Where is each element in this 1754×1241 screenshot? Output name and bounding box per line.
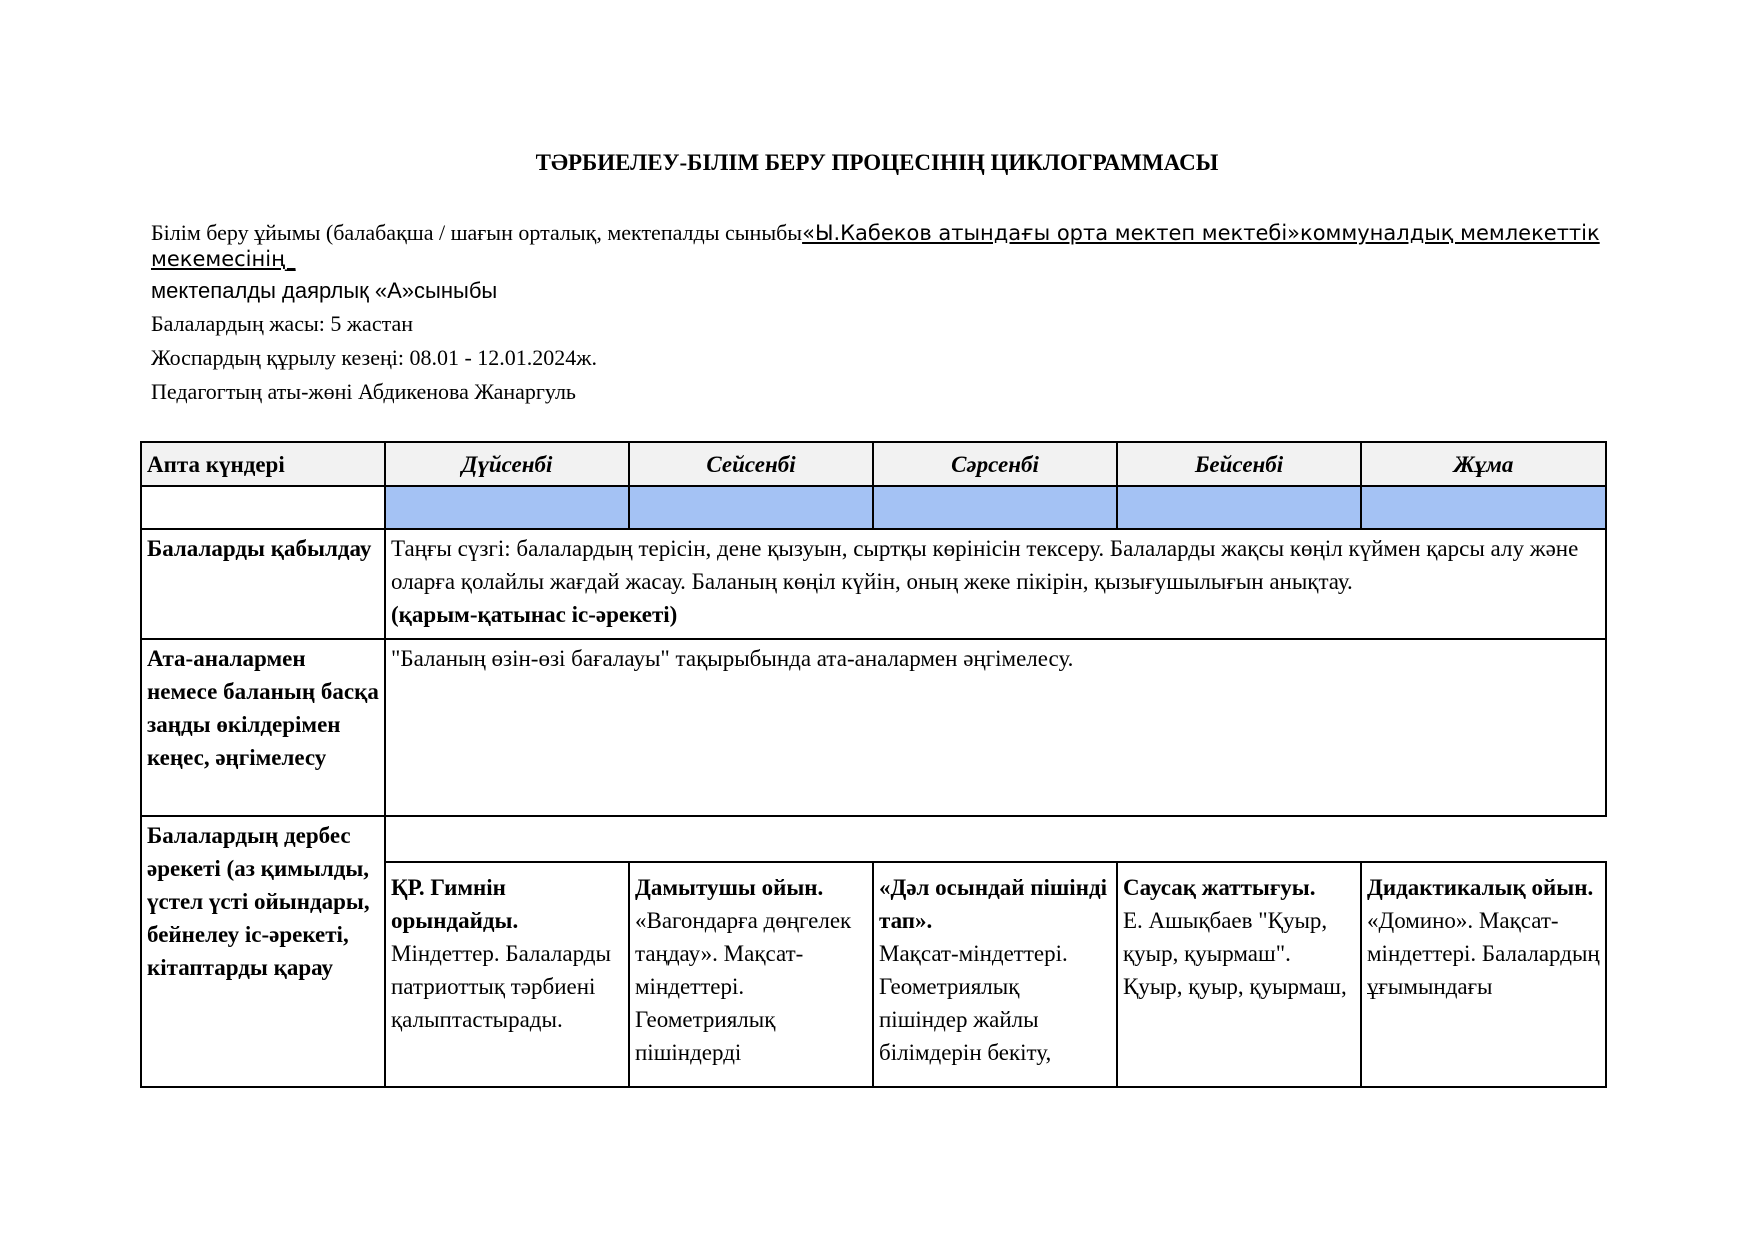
reception-content: [385, 529, 1606, 639]
activity-cell-wednesday: [873, 862, 1117, 1087]
activity-cell-thursday: [1117, 862, 1361, 1087]
activity-cell-friday: [1361, 862, 1606, 1087]
activity-text: Е. Ашықбаев "Қуыр, қуыр, қуырмаш". Қуыр, қуыр, қуырмаш,: [1123, 908, 1347, 999]
parents-content: "Баланың өзін-өзі бағалауы" тақырыбында ата-аналармен әңгімелесу.: [385, 639, 1606, 816]
blue-cell: [629, 486, 873, 529]
activity-cell-tuesday: [629, 862, 873, 1087]
header-row: [141, 442, 1606, 486]
activity-text: «Домино». Мақсат-міндеттері. Балалардың ұғымындағы: [1367, 908, 1600, 999]
activity-row: [141, 816, 1606, 862]
activity-title: Саусақ жаттығуы.: [1123, 875, 1316, 900]
blank-cell: [141, 486, 385, 529]
activity-cell-monday: [385, 862, 629, 1087]
reception-text: Таңғы сүзгі: балалардың терісін, дене қызуын, сыртқы көрінісін тексеру. Балаларды жақсы көңіл күймен қарсы алу және оларға қолайлы жағдай жасау. Баланың көңіл күйін, оның жеке пікірін, қызығушылығын анықтау.: [391, 536, 1579, 594]
cyclogram-table: [140, 441, 1607, 1088]
activity-label: Балалардың дербес әрекеті (аз қимылды, үстел үсті ойындары, бейнелеу іс-әрекеті, кітаптарды қарау: [141, 816, 385, 1087]
activity-title: «Дәл осындай пішінді тап».: [879, 875, 1107, 933]
org-line: [151, 220, 1601, 272]
day-wednesday: Сәрсенбі: [873, 442, 1117, 486]
children-age: Балалардың жасы: 5 жастан: [151, 311, 414, 336]
blue-cell: [873, 486, 1117, 529]
org-prefix: Білім беру ұйымы (балабақша / шағын орталық, мектепалды сыныбы: [151, 220, 803, 245]
day-monday: Дүйсенбі: [385, 442, 629, 486]
activity-title: Дамытушы ойын.: [635, 875, 824, 900]
header-label: Апта күндері: [141, 442, 385, 486]
blank-row: [141, 486, 1606, 529]
activity-text: Мақсат-міндеттері. Геометриялық пішіндер жайлы білімдерін бекіту,: [879, 941, 1068, 1065]
page-title: ТӘРБИЕЛЕУ-БІЛІМ БЕРУ ПРОЦЕСІНІҢ ЦИКЛОГРАММАСЫ: [535, 150, 1219, 175]
reception-activity-type: (қарым-қатынас іс-әрекеті): [391, 602, 678, 627]
plan-period: Жоспардың құрылу кезеңі: 08.01 - 12.01.2024ж.: [151, 345, 598, 370]
activity-text: Міндеттер. Балаларды патриоттық тәрбиені қалыптастырады.: [391, 941, 611, 1032]
parents-row: [141, 639, 1606, 816]
day-friday: Жұма: [1361, 442, 1606, 486]
activity-spacer: [385, 816, 1606, 862]
blue-cell: [1361, 486, 1606, 529]
reception-label: Балаларды қабылдау: [141, 529, 385, 639]
activity-text: «Вагондарға дөңгелек таңдау». Мақсат-міндеттері. Геометриялық пішіндерді: [635, 908, 852, 1065]
activity-title: ҚР. Гимнін орындайды.: [391, 875, 519, 933]
blue-cell: [1117, 486, 1361, 529]
day-tuesday: Сейсенбі: [629, 442, 873, 486]
teacher-name: Педагогтың аты-жөні Абдикенова Жанаргуль: [151, 379, 576, 404]
class-name: мектепалды даярлық «А»сыныбы: [151, 278, 498, 303]
org-name: «Ы.Кабеков атындағы орта мектеп мектебі»коммуналдық мемлекеттік мекемесінің_: [151, 221, 1600, 271]
activity-title: Дидактикалық ойын.: [1367, 875, 1594, 900]
reception-row: [141, 529, 1606, 639]
day-thursday: Бейсенбі: [1117, 442, 1361, 486]
blue-cell: [385, 486, 629, 529]
parents-label: Ата-аналармен немесе баланың басқа заңды өкілдерімен кеңес, әңгімелесу: [141, 639, 385, 816]
